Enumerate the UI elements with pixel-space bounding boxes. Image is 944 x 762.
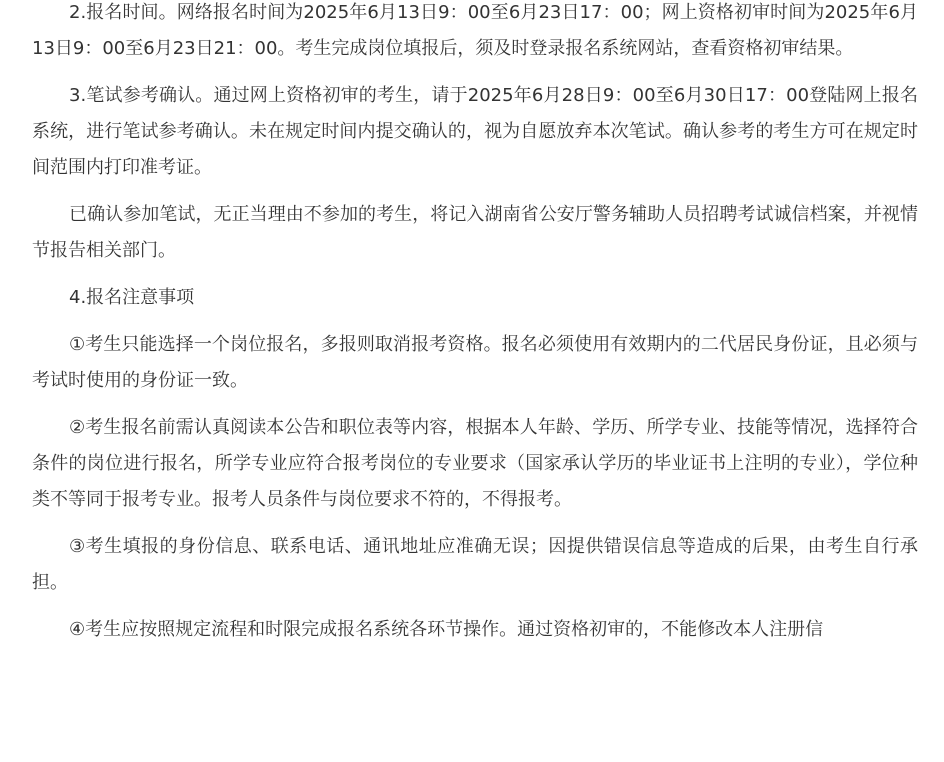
note-item-2: ②考生报名前需认真阅读本公告和职位表等内容，根据本人年龄、学历、所学专业、技能等情况，选择符合条件的岗位进行报名，所学专业应符合报考岗位的专业要求（国家承认学历的毕业证书上注明的专业），学位种类不等同于报考专业。报考人员条件与岗位要求不符的，不得报考。 — [32, 417, 918, 510]
paragraph-exam-confirmation: 3.笔试参考确认。通过网上资格初审的考生，请于2025年6月28日9：00至6月30日17：00登陆网上报名系统，进行笔试参考确认。未在规定时间内提交确认的，视为自愿放弃本次笔试。确认参考的考生方可在规定时间范围内打印准考证。 — [32, 85, 918, 178]
paragraph-registration-time: 2.报名时间。网络报名时间为2025年6月13日9：00至6月23日17：00；网上资格初审时间为2025年6月13日9：00至6月23日21：00。考生完成岗位填报后，须及时登录报名系统网站，查看资格初审结果。 — [32, 2, 918, 59]
paragraph-integrity-record: 已确认参加笔试，无正当理由不参加的考生，将记入湖南省公安厅警务辅助人员招聘考试诚信档案，并视情节报告相关部门。 — [32, 204, 918, 261]
section-heading-registration-notes: 4.报名注意事项 — [69, 287, 195, 308]
note-item-1: ①考生只能选择一个岗位报名，多报则取消报考资格。报名必须使用有效期内的二代居民身份证，且必须与考试时使用的身份证一致。 — [32, 334, 918, 391]
note-item-4: ④考生应按照规定流程和时限完成报名系统各环节操作。通过资格初审的，不能修改本人注册信 — [69, 619, 824, 640]
note-item-3: ③考生填报的身份信息、联系电话、通讯地址应准确无误；因提供错误信息等造成的后果，由考生自行承担。 — [32, 536, 918, 593]
